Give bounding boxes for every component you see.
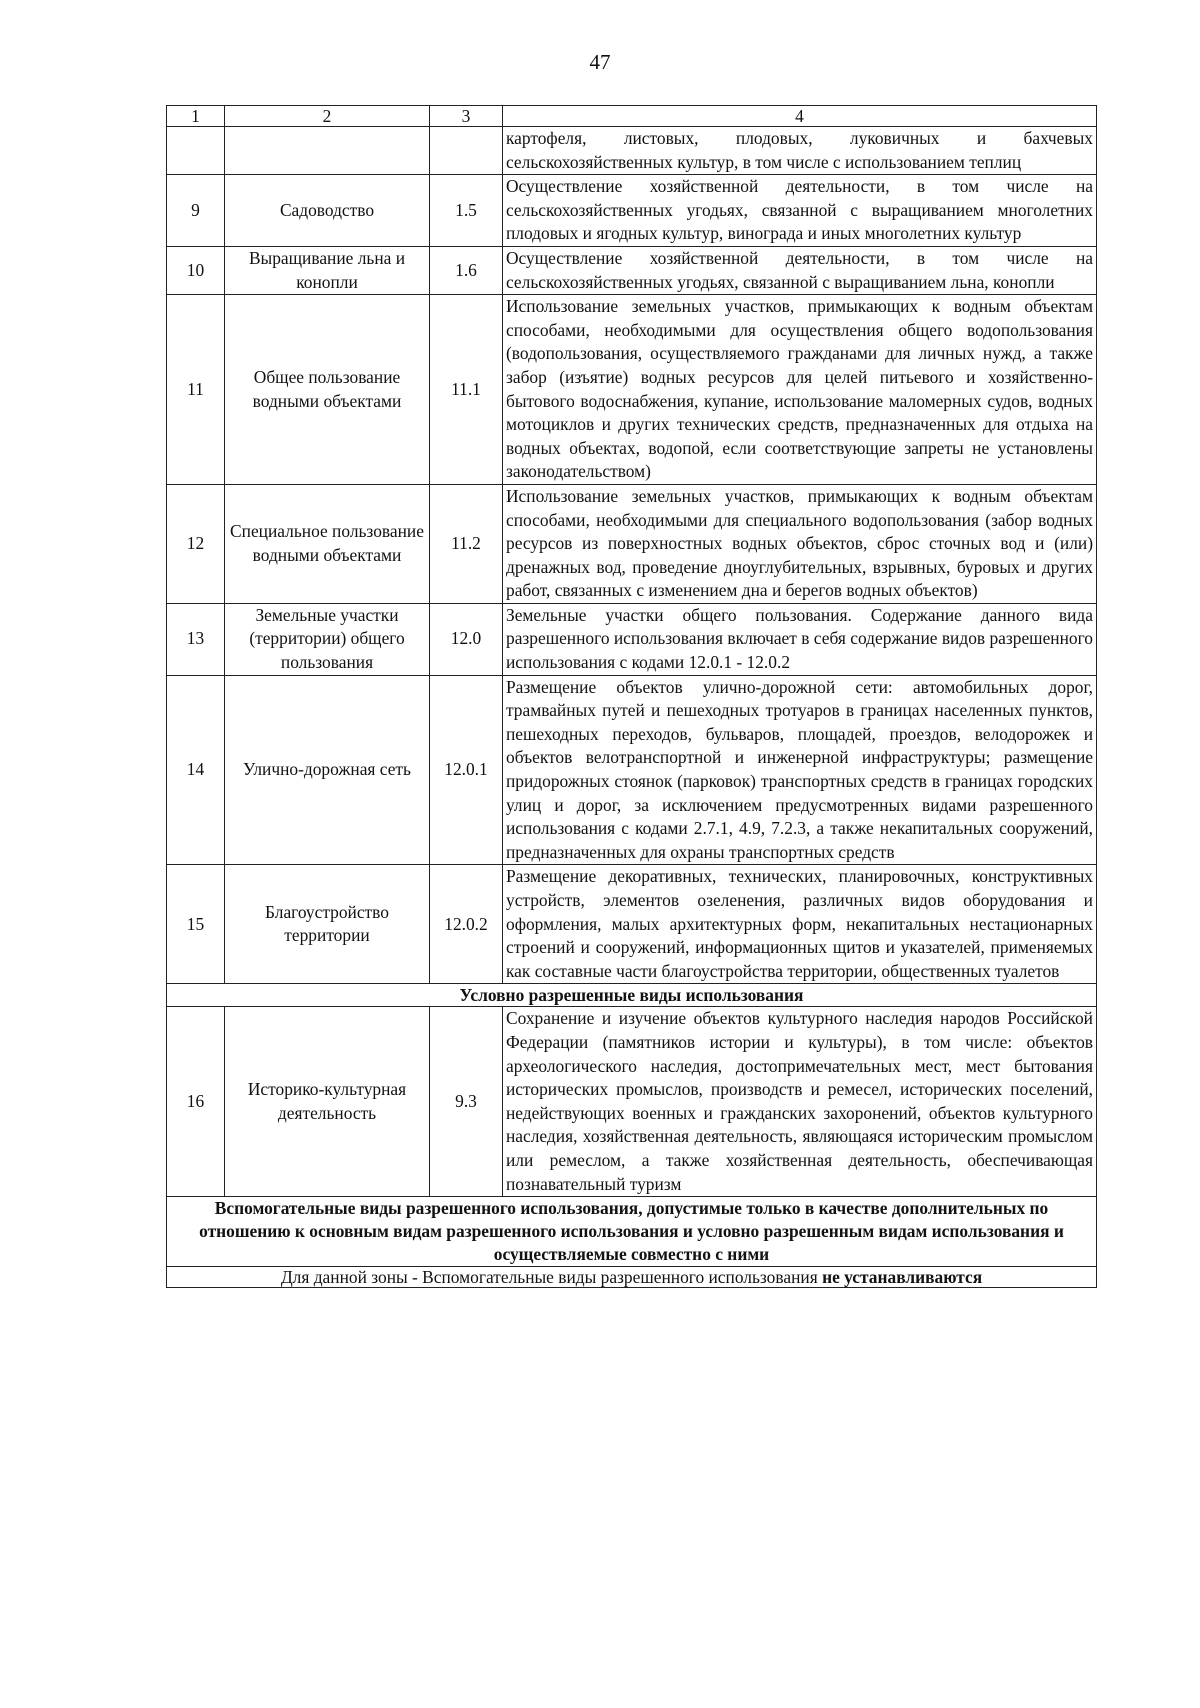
row-name: Улично-дорожная сеть: [225, 675, 430, 865]
row-description: Земельные участки общего пользования. Содержание данного вида разрешенного использования включает в себя содержание видов разрешенного использования с кодами 12.0.1 - 12.0.2: [503, 603, 1097, 675]
column-header-code: 3: [430, 106, 503, 127]
table-row: [167, 175, 1097, 247]
land-use-table: [166, 105, 1097, 1288]
conditional-section-title: Условно разрешенные виды использования: [167, 984, 1097, 1007]
table-row: [167, 295, 1097, 485]
row-code: 1.6: [430, 246, 503, 294]
row-code: 11.2: [430, 484, 503, 603]
auxiliary-note-emphasis: не устанавливаются: [822, 1267, 983, 1288]
row-code: [430, 127, 503, 175]
row-number: 10: [167, 246, 225, 294]
table-row: [167, 127, 1097, 175]
row-description: Использование земельных участков, примыкающих к водным объектам способами, необходимыми для осуществления общего водопользования (водопользования, осуществляемого гражданами для личных нужд, а также забор (изъятие) водных ресурсов для целей питьевого и хозяйственно-бытового водоснабжения, купание, использование маломерных судов, водных мотоциклов и других технических средств, предназначенных для отдыха на водных объектах, водопой, если соответствующие запреты не установлены законодательством): [503, 295, 1097, 485]
row-description: Размещение декоративных, технических, планировочных, конструктивных устройств, элементов озеленения, различных видов оборудования и оформления, малых архитектурных форм, некапитальных нестационарных строений и сооружений, информационных щитов и указателей, применяемых как составные части благоустройства территории, общественных туалетов: [503, 865, 1097, 984]
auxiliary-note: [167, 1267, 1097, 1288]
row-name: Садоводство: [225, 175, 430, 247]
row-code: 11.1: [430, 295, 503, 485]
auxiliary-section-title: Вспомогательные виды разрешенного использования, допустимые только в качестве дополнительных по отношению к основным видам разрешенного использования и условно разрешенным видам использования и осуществляемые совместно с ними: [167, 1197, 1097, 1267]
row-name: [225, 127, 430, 175]
column-header-number: 1: [167, 106, 225, 127]
row-number: 9: [167, 175, 225, 247]
row-name: Земельные участки (территории) общего пользования: [225, 603, 430, 675]
table-row: [167, 246, 1097, 294]
row-description: Сохранение и изучение объектов культурного наследия народов Российской Федерации (памятников истории и культуры), в том числе: объектов археологического наследия, достопримечательных мест, мест бытования исторических промыслов, производств и ремесел, исторических поселений, недействующих военных и гражданских захоронений, объектов культурного наследия, хозяйственная деятельность, являющаяся историческим промыслом или ремеслом, а также хозяйственная деятельность, обеспечивающая познавательный туризм: [503, 1007, 1097, 1197]
table-header-row: [167, 106, 1097, 127]
table-row: [167, 675, 1097, 865]
table-row: [167, 865, 1097, 984]
table-row: [167, 603, 1097, 675]
auxiliary-note-row: [167, 1267, 1097, 1288]
row-number: 15: [167, 865, 225, 984]
table-row: [167, 1007, 1097, 1197]
row-number: 16: [167, 1007, 225, 1197]
row-description: Использование земельных участков, примыкающих к водным объектам способами, необходимыми для специального водопользования (забор водных ресурсов из поверхностных водных объектов, сброс сточных вод и (или) дренажных вод, проведение дноуглубительных, взрывных, буровых и других работ, связанных с изменением дна и берегов водных объектов): [503, 484, 1097, 603]
auxiliary-note-prefix: Для данной зоны - Вспомогательные виды разрешенного использования: [280, 1267, 818, 1288]
row-description: Размещение объектов улично-дорожной сети: автомобильных дорог, трамвайных путей и пешеходных тротуаров в границах населенных пунктов, пешеходных переходов, бульваров, площадей, проездов, велодорожек и объектов велотранспортной и инженерной инфраструктуры; размещение придорожных стоянок (парковок) транспортных средств в границах городских улиц и дорог, за исключением предусмотренных видами разрешенного использования с кодами 2.7.1, 4.9, 7.2.3, а также некапитальных сооружений, предназначенных для охраны транспортных средств: [503, 675, 1097, 865]
column-header-name: 2: [225, 106, 430, 127]
row-number: 12: [167, 484, 225, 603]
row-name: Общее пользование водными объектами: [225, 295, 430, 485]
row-code: 12.0.2: [430, 865, 503, 984]
row-name: Историко-культурная деятельность: [225, 1007, 430, 1197]
row-description: Осуществление хозяйственной деятельности, в том числе на сельскохозяйственных угодьях, связанной с выращиванием льна, конопли: [503, 246, 1097, 294]
row-description: картофеля, листовых, плодовых, луковичных и бахчевых сельскохозяйственных культур, в том числе с использованием теплиц: [503, 127, 1097, 175]
row-code: 12.0.1: [430, 675, 503, 865]
row-code: 12.0: [430, 603, 503, 675]
column-header-description: 4: [503, 106, 1097, 127]
page-number: 47: [589, 50, 611, 74]
row-number: 14: [167, 675, 225, 865]
row-number: [167, 127, 225, 175]
conditional-section-header: [167, 984, 1097, 1007]
row-name: Выращивание льна и конопли: [225, 246, 430, 294]
row-code: 9.3: [430, 1007, 503, 1197]
row-number: 11: [167, 295, 225, 485]
auxiliary-section-header: [167, 1197, 1097, 1267]
row-description: Осуществление хозяйственной деятельности, в том числе на сельскохозяйственных угодьях, связанной с выращиванием многолетних плодовых и ягодных культур, винограда и иных многолетних культур: [503, 175, 1097, 247]
row-name: Благоустройство территории: [225, 865, 430, 984]
row-code: 1.5: [430, 175, 503, 247]
table-row: [167, 484, 1097, 603]
row-name: Специальное пользование водными объектами: [225, 484, 430, 603]
row-number: 13: [167, 603, 225, 675]
